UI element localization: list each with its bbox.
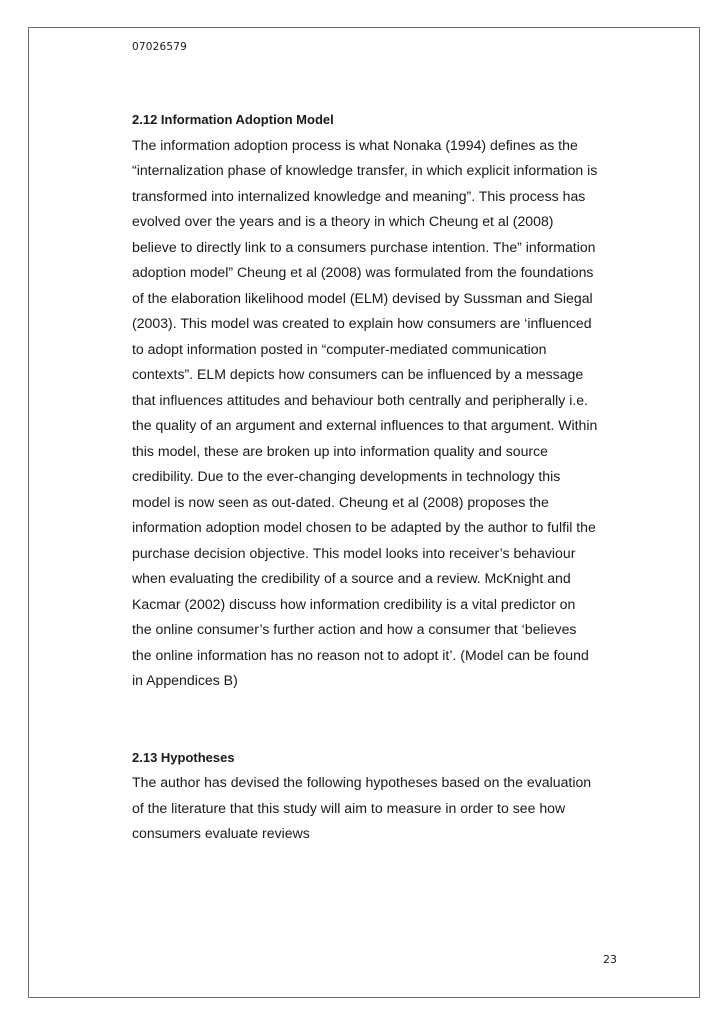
text-line: evolved over the years and is a theory in which Cheung et al (2008): [132, 213, 554, 229]
section-spacer: [132, 694, 632, 745]
text-line: the quality of an argument and external influences to that argument. Within: [132, 417, 598, 433]
text-line: of the literature that this study will aim to measure in order to see how: [132, 799, 566, 816]
text-line: credibility. Due to the ever-changing developments in technology this: [132, 468, 561, 484]
text-line: consumers evaluate reviews: [132, 825, 310, 841]
text-line: adoption model” Cheung et al (2008) was formulated from the foundations: [132, 264, 594, 280]
paragraph-hypotheses: [132, 770, 632, 847]
text-line: in Appendices B): [132, 672, 238, 688]
text-line: when evaluating the credibility of a source and a review. McKnight and: [132, 570, 571, 586]
student-id: 07026579: [132, 41, 188, 53]
text-line: information adoption model chosen to be adapted by the author to fulfil the: [132, 519, 596, 535]
text-line: Kacmar (2002) discuss how information credibility is a vital predictor on: [132, 595, 576, 612]
text-line: “internalization phase of knowledge transfer, in which explicit information is: [132, 162, 598, 178]
text-line: contexts”. ELM depicts how consumers can be influenced by a message: [132, 366, 584, 382]
text-line: The author has devised the following hypotheses based on the evaluation: [132, 774, 592, 790]
text-line: believe to directly link to a consumers purchase intention. The” information: [132, 238, 596, 255]
text-line: this model, these are broken up into information quality and source: [132, 442, 549, 459]
section-heading-hypotheses: 2.13 Hypotheses: [132, 749, 235, 765]
page-content: [132, 107, 632, 847]
text-line: (2003). This model was created to explain how consumers are ‘influenced: [132, 315, 592, 331]
text-line: purchase decision objective. This model looks into receiver’s behaviour: [132, 544, 576, 561]
text-line: model is now seen as out-dated. Cheung et al (2008) proposes the: [132, 493, 549, 510]
paragraph-information-adoption-model: [132, 133, 632, 694]
text-line: the online information has no reason not to adopt it’. (Model can be found: [132, 646, 589, 663]
text-line: the online consumer’s further action and how a consumer that ‘believes: [132, 621, 577, 637]
text-line: transformed into internalized knowledge and meaning”. This process has: [132, 187, 586, 204]
text-line: The information adoption process is what Nonaka (1994) defines as the: [132, 136, 578, 153]
section-heading-information-adoption-model: 2.12 Information Adoption Model: [132, 112, 334, 127]
text-line: that influences attitudes and behaviour both centrally and peripherally i.e.: [132, 391, 588, 408]
page-number: 23: [603, 953, 617, 966]
text-line: of the elaboration likelihood model (ELM) devised by Sussman and Siegal: [132, 289, 593, 306]
text-line: to adopt information posted in “computer-mediated communication: [132, 340, 547, 357]
